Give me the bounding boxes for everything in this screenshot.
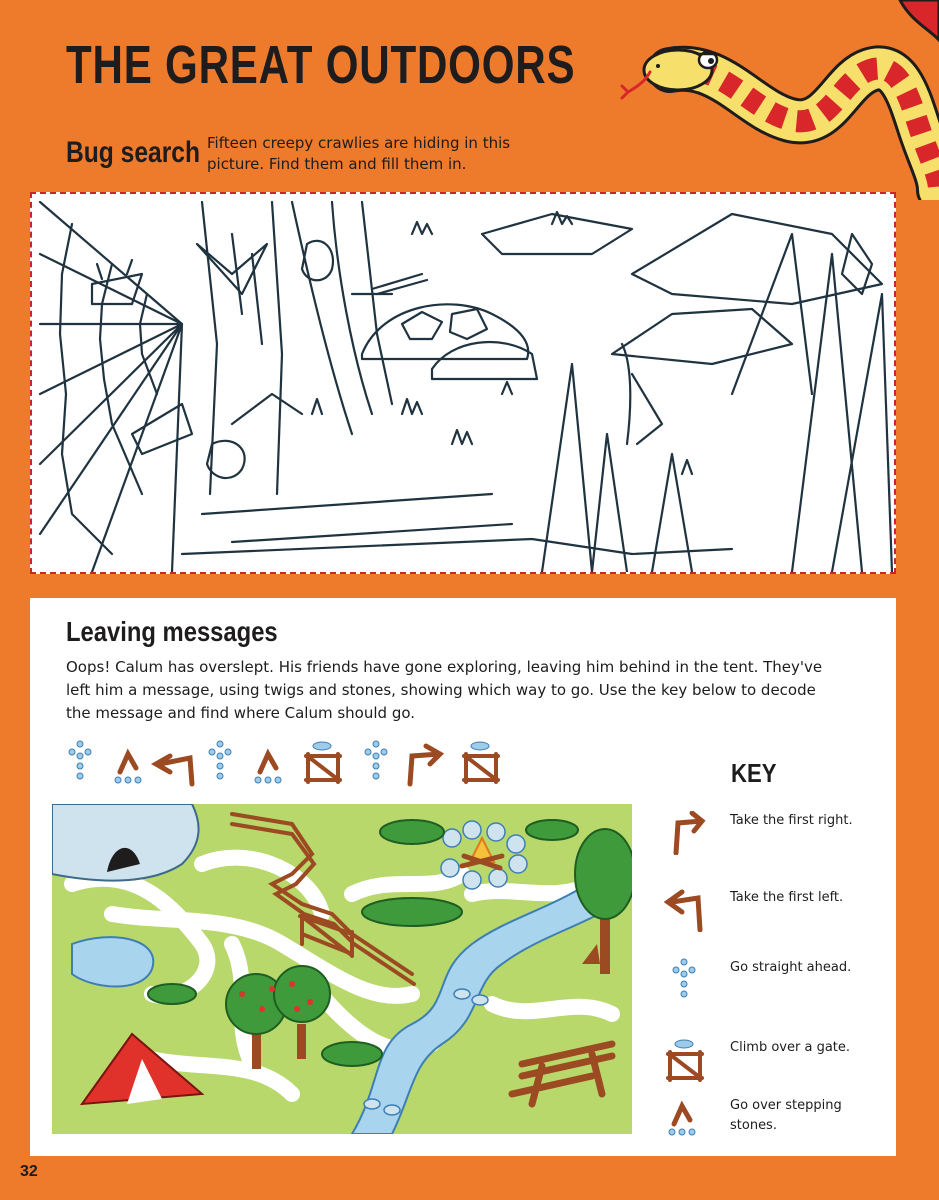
coded-message-row [60,738,580,790]
leaving-messages-panel [30,598,896,1156]
leaving-messages-title: Leaving messages [66,616,278,647]
forest-line-art [32,194,894,572]
key-title: KEY [731,758,777,788]
gate-icon [664,1038,708,1082]
message-symbol-gate [306,742,340,782]
message-symbol-first-right [410,746,440,784]
snake-illustration [600,0,939,200]
leaving-messages-description: Oops! Calum has overslept. His friends have gone exploring, leaving him behind in the tent. They've left him a message, using twigs and stones, showing which way to go. Use the key below to decode the message and find where Calum should go. [66,658,823,722]
key-item-label: Go over stepping stones. [730,1098,842,1133]
message-symbol-straight-ahead-2 [209,741,231,779]
first-left-icon [664,888,708,932]
first-right-icon [664,811,708,855]
straight-ahead-icon [664,958,708,1002]
bug-search-picture[interactable] [30,192,896,574]
key-item-label: Climb over a gate. [730,1040,851,1055]
page-number: 32 [20,1163,38,1180]
message-symbol-stepping-stones [115,754,141,783]
stepping-stones-icon [664,1096,708,1140]
campsite-map[interactable] [52,804,632,1134]
bug-search-description: Fifteen creepy crawlies are hiding in this picture. Find them and fill them in. [207,134,511,173]
key-item-label: Take the first right. [730,813,853,828]
message-symbol-straight-ahead [69,741,91,779]
message-symbol-stepping-stones-2 [255,754,281,783]
message-symbol-first-left [156,756,192,784]
message-symbol-gate-2 [464,742,498,782]
page-title: THE GREAT OUTDOORS [66,35,576,95]
key-item-label: Take the first left. [730,890,844,905]
key-item-label: Go straight ahead. [730,960,852,975]
bug-search-title: Bug search [66,136,200,169]
message-symbol-straight-ahead-3 [365,741,387,779]
